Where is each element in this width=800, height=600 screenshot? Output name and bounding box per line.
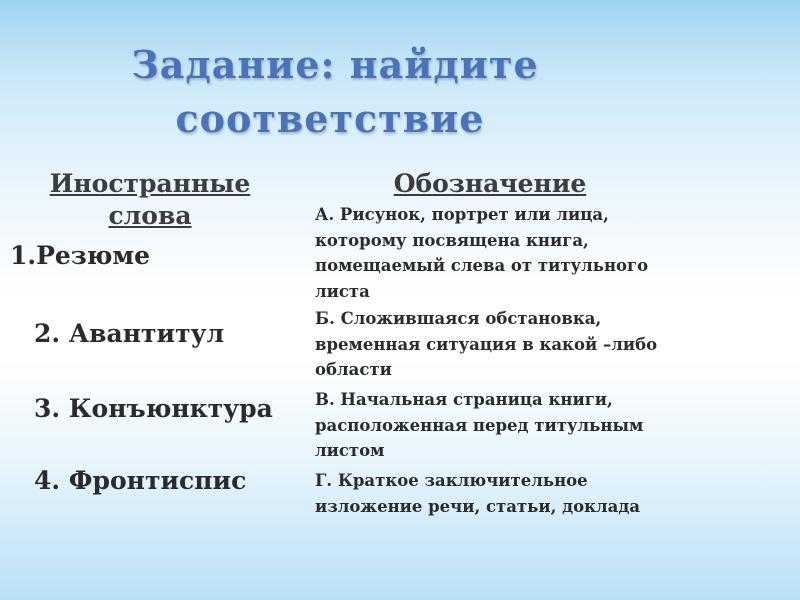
definition-d: Г. Краткое заключительное изложение речи, статьи, доклада [315,471,641,516]
slide-title-line-1: Задание: найдите [131,42,539,87]
definition-a: А. Рисунок, портрет или лица, которому посвящена книга, помещаемый слева от титульного листа [315,205,649,301]
definition-c: В. Начальная страница книги, расположенная перед титульным листом [315,390,644,460]
definition-b: Б. Сложившаяся обстановка, временная ситуация в какой –либо области [315,309,658,379]
slide-title-line-2: соответствие [175,96,485,141]
word-item-3: 3. Конъюнктура [34,394,273,423]
column-header-meaning: Обозначение [393,169,587,198]
word-item-4: 4. Фронтиспис [34,466,247,495]
column-header-foreign-words: Иностранные слова [49,169,251,230]
slide-title [0,38,800,146]
word-item-2: 2. Авантитул [34,319,225,348]
word-item-1: 1.Резюме [10,241,151,270]
